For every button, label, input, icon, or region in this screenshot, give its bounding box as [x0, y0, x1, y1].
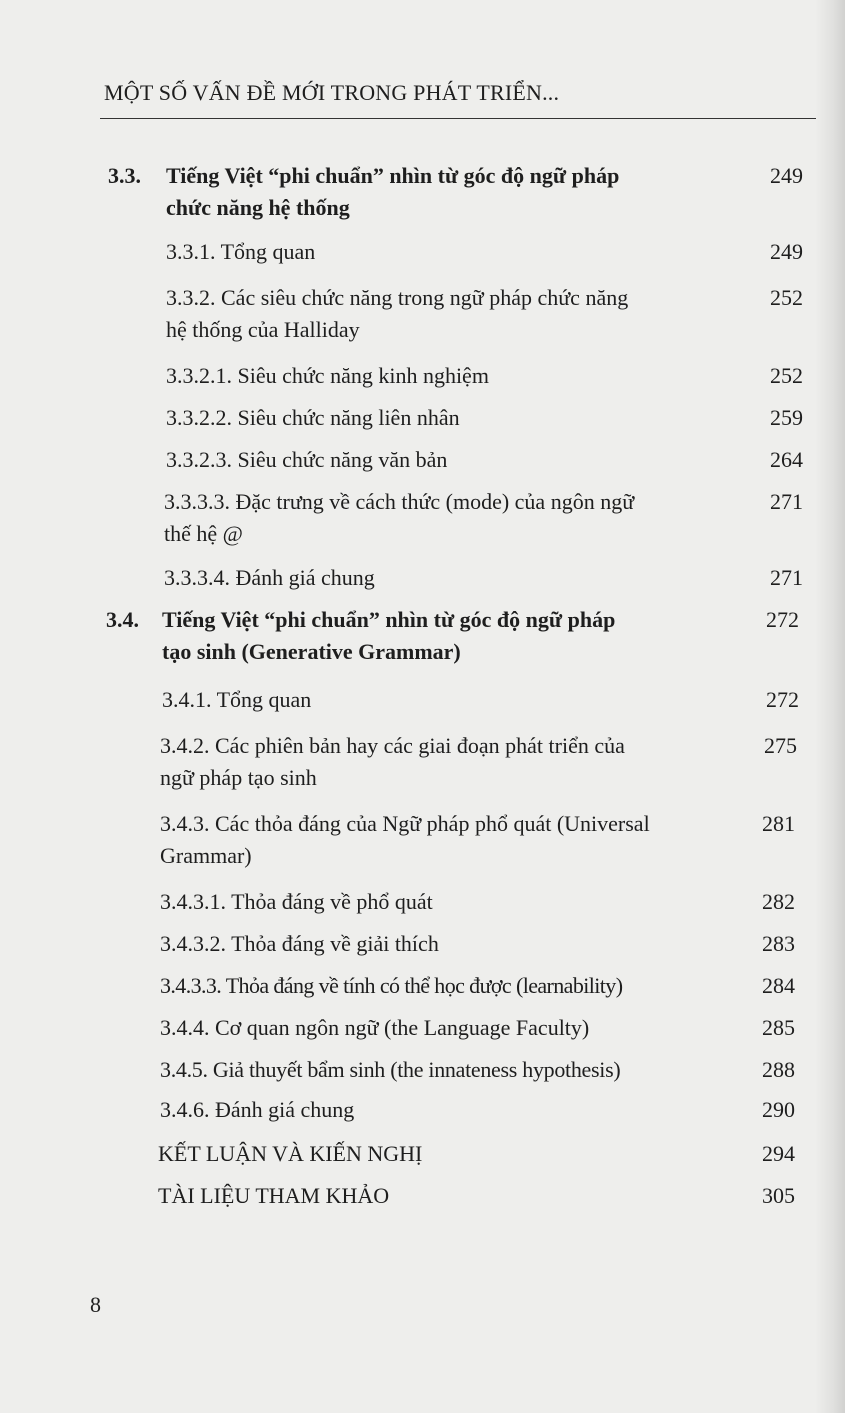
- toc-entry-title: 3.3.2.3. Siêu chức năng văn bản: [166, 447, 448, 472]
- toc-entry-page: 272: [766, 607, 799, 632]
- toc-entry-3-3-2[interactable]: [166, 282, 818, 346]
- toc-entry-page: 259: [770, 405, 803, 430]
- toc-entry-3-4-3-1[interactable]: [160, 886, 818, 918]
- toc-entry-title-line2: hệ thống của Halliday: [166, 317, 360, 342]
- toc-entry-page: 272: [766, 687, 799, 712]
- toc-entry-3-3-3-4[interactable]: [164, 562, 818, 594]
- toc-entry-title: 3.3.2.2. Siêu chức năng liên nhân: [166, 405, 460, 430]
- toc-entry-3-4-6[interactable]: [160, 1094, 818, 1126]
- toc-entry-title-line1: 3.3.3.3. Đặc trưng về cách thức (mode) của ngôn ngữ: [164, 489, 635, 514]
- toc-entry-title: 3.4.3.1. Thỏa đáng về phổ quát: [160, 889, 433, 914]
- toc-entry-page: 264: [770, 447, 803, 472]
- toc-entry-title-line2: ngữ pháp tạo sinh: [160, 765, 317, 790]
- toc-entry-page: 288: [762, 1057, 795, 1082]
- header-rule: [100, 118, 816, 119]
- toc-entry-3-3-1[interactable]: [166, 236, 818, 268]
- toc-entry-title: 3.3.2.1. Siêu chức năng kinh nghiệm: [166, 363, 489, 388]
- toc-entry-page: 290: [762, 1097, 795, 1122]
- toc-entry-3-4-3-2[interactable]: [160, 928, 818, 960]
- toc-entry-title: 3.4.4. Cơ quan ngôn ngữ (the Language Faculty): [160, 1015, 590, 1040]
- toc-entry-3-3-3-3[interactable]: [164, 486, 818, 550]
- toc-entry-title-line2: chức năng hệ thống: [166, 195, 350, 220]
- toc-entry-title: 3.4.1. Tổng quan: [162, 687, 312, 712]
- toc-entry-page: 294: [762, 1141, 795, 1166]
- toc-entry-title: 3.4.3.2. Thỏa đáng về giải thích: [160, 931, 439, 956]
- toc-entry-number: 3.4.: [106, 607, 139, 632]
- toc-entry-3-3-2-1[interactable]: [166, 360, 818, 392]
- toc-entry-3-4-4[interactable]: [160, 1012, 818, 1044]
- running-header: MỘT SỐ VẤN ĐỀ MỚI TRONG PHÁT TRIỂN...: [104, 80, 560, 105]
- toc-entry-title-line2: thế hệ @: [164, 521, 243, 546]
- toc-entry-title-line2: tạo sinh (Generative Grammar): [162, 639, 461, 664]
- toc-entry-title-line1: 3.3.2. Các siêu chức năng trong ngữ pháp chức năng: [166, 285, 629, 310]
- toc-entry-title: 3.4.5. Giả thuyết bẩm sinh (the innateness hypothesis): [160, 1057, 621, 1082]
- toc-entry-page: 283: [762, 931, 795, 956]
- toc-entry-page: 252: [770, 285, 803, 310]
- toc-entry-page: 275: [764, 733, 797, 758]
- toc-entry-3-3[interactable]: [108, 160, 818, 224]
- toc-entry-3-3-2-3[interactable]: [166, 444, 818, 476]
- toc-entry-page: 281: [762, 811, 795, 836]
- toc-entry-title-line1: Tiếng Việt “phi chuẩn” nhìn từ góc độ ngữ pháp: [166, 163, 620, 188]
- toc-entry-3-3-2-2[interactable]: [166, 402, 818, 434]
- toc-entry-3-4[interactable]: [106, 604, 818, 668]
- toc-entry-page: 249: [770, 163, 803, 188]
- toc-entry-page: 282: [762, 889, 795, 914]
- toc-entry-3-4-2[interactable]: [160, 730, 818, 794]
- page-number: 8: [90, 1292, 101, 1317]
- toc-entry-page: 271: [770, 489, 803, 514]
- toc-entry-title: 3.4.6. Đánh giá chung: [160, 1097, 355, 1122]
- toc-entry-title: 3.3.3.4. Đánh giá chung: [164, 565, 375, 590]
- toc-entry-title: 3.3.1. Tổng quan: [166, 239, 316, 264]
- toc-entry-title: KẾT LUẬN VÀ KIẾN NGHỊ: [158, 1141, 423, 1166]
- toc-entry-title-line1: 3.4.2. Các phiên bản hay các giai đoạn phát triển của: [160, 733, 625, 758]
- toc-entry-title: 3.4.3.3. Thỏa đáng về tính có thể học được (learnability): [160, 973, 623, 998]
- toc-entry-conclusion[interactable]: [158, 1138, 818, 1170]
- toc-entry-page: 284: [762, 973, 795, 998]
- toc-entry-page: 271: [770, 565, 803, 590]
- toc-entry-references[interactable]: [158, 1180, 818, 1212]
- toc-entry-3-4-1[interactable]: [162, 684, 818, 716]
- toc-entry-3-4-3[interactable]: [160, 808, 818, 872]
- toc-entry-page: 249: [770, 239, 803, 264]
- toc-entry-3-4-3-3[interactable]: [160, 970, 818, 1002]
- toc-entry-number: 3.3.: [108, 163, 141, 188]
- toc-entry-page: 305: [762, 1183, 795, 1208]
- page-edge-shadow: [815, 0, 845, 1413]
- toc-entry-title-line2: Grammar): [160, 843, 252, 868]
- toc-entry-title-line1: 3.4.3. Các thỏa đáng của Ngữ pháp phổ quát (Universal: [160, 811, 650, 836]
- toc-entry-3-4-5[interactable]: [160, 1054, 818, 1086]
- toc-entry-page: 252: [770, 363, 803, 388]
- toc-entry-title-line1: Tiếng Việt “phi chuẩn” nhìn từ góc độ ngữ pháp: [162, 607, 616, 632]
- toc-entry-page: 285: [762, 1015, 795, 1040]
- toc-entry-title: TÀI LIỆU THAM KHẢO: [158, 1183, 390, 1208]
